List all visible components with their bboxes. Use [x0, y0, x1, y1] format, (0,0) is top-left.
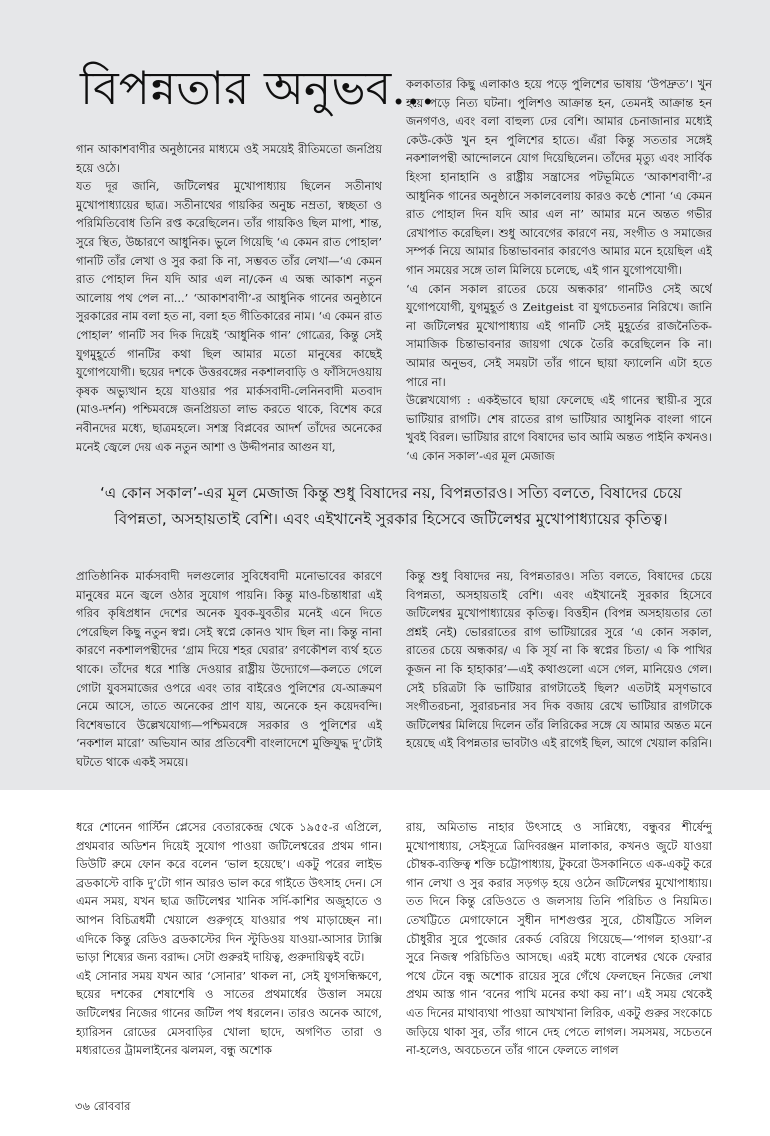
text-column-bottom-left: ধরে শোনেন গার্স্টিন প্লেসের বেতারকেন্দ্র থেকে ১৯৫৫-র এপ্রিলে, প্রথমবার অডিশন দিয়েই সুযোগ পাওয়া জটিলেশ্বরের প্রথম গান। ডিউটি রুমে ফোন করে বলেন ‘ভাল হয়েছে’। একটু পরের লাইভ ব্রডকাস্টে বাকি দু’টো গান আরও ভাল করে গাইতে উৎসাহ দেন। সে এমন সময়, যখন ছাত্র জটিলেশ্বর খানিক সর্দি-কাশির অজুহাতে ও আপন বিচিত্রধর্মী খেয়ালে গুরুগৃহে যাওয়ার পথ মাড়াচ্ছেন না। এদিকে কিন্তু রেডিও ব্রডকাস্টের দিন স্টুডিওয় যাওয়া-আসার ট্যাক্সি ভাড়া শিষ্যের জন্য বরাদ্দ। সেটা গুরুরই দায়িত্ব, গুরুদায়িত্বই বটে। এই সোনার সময় যখন আর ‘সোনার’ থাকল না, সেই যুগসন্ধিক্ষণে, ছয়ের দশকের শেষাশেষি ও সাতের প্রথমার্ধের উত্তাল সময়ে জটিলেশ্বর নিজের গানের জটিল পথ ধরলেন। তারও অনেক আগে, হ্যারিসন রোডের মেসবাড়ির খোলা ছাদে, অগণিত তারা ও মধ্যরাতের ট্রামলাইনের ঝলমল, বন্ধু অশোক: [76, 820, 382, 1058]
text-column-middle-right: কিন্তু শুধু বিষাদের নয়, বিপন্নতারও। সত্যি বলতে, বিষাদের চেয়ে বিপন্নতা, অসহায়তাই বেশি। এবং এইখানেই সুরকার হিসেবে জটিলেশ্বর মুখোপাধ্যায়ের কৃতিত্ব। বিত্তহীন (বিপন্ন অসহায়তার তো প্রশ্নই নেই) ভোররাতের রাগ ভাটিয়ারের সুরে ‘এ কোন সকাল, রাতের চেয়ে অন্ধকার/ এ কি সূর্য না কি স্বপ্নের চিতা/ এ কি পাখির কূজন না কি হাহাকার’—এই কথাগুলো এসে গেল, মানিয়েও গেল। সেই চরিত্রটা কি ভাটিয়ার রাগটাতেই ছিল? এতটাই মসৃণভাবে সংগীতরচনা, সুরারচনার সব দিক বজায় রেখে ভাটিয়ার রাগটাকে জটিলেশ্বর মিলিয়ে দিলেন তাঁর লিরিকের সঙ্গে যে আমার অন্তত মনে হয়েছে এই বিপন্নতার ভাবটাও এই রাগেই ছিল, আগে খেয়াল করিনি।: [406, 569, 712, 751]
text-column-middle-left: প্রাতিষ্ঠানিক মার্কসবাদী দলগুলোর সুবিধেবাদী মনোভাবের কারণে মানুষের মনে জ্বলে ওঠার সুযোগ পায়নি। কিন্তু মাও-চিন্তাধারা এই গরিব কৃষিপ্রধান দেশের অনেক যুবক-যুবতীর মনেই এনে দিতে পেরেছিল কিছু নতুন স্বপ্ন। সেই স্বপ্নে কোনও খাদ ছিল না। কিন্তু নানা কারণে নকশালপন্থীদের ‘গ্রাম দিয়ে শহর ঘেরার’ রণকৌশল ব্যর্থ হতে থাকে। তাঁদের ধরে শাস্তি দেওয়ার রাষ্ট্রীয় উদ্যোগে—কলতে গেলে গোটা যুবসমাজের ওপরে এবং তার বাইরেও পুলিশের যে-আক্রমণ নেমে আসে, তাতে অনেকের প্রাণ যায়, অনেকে হন কয়েদবন্দি। বিশেষভাবে উল্লেখযোগ্য—পশ্চিমবঙ্গে সরকার ও পুলিশের এই ‘নকশাল মারো’ অভিযান আর প্রতিবেশী বাংলাদেশে মুক্তিযুদ্ধ দু’টোই ঘটতে থাকে একই সময়ে।: [76, 569, 382, 769]
pull-quote: ‘এ কোন সকাল’-এর মূল মেজাজ কিন্তু শুধু বিষাদের নয়, বিপন্নতারও। সত্যি বলতে, বিষাদের চেয়ে বিপন্নতা, অসহায়তাই বেশি। এবং এইখানেই সুরকার হিসেবে জটিলেশ্বর মুখোপাধ্যায়ের কৃতিত্ব।: [99, 484, 683, 528]
text-column-top-right: কলকাতার কিছু এলাকাও হয়ে পড়ে পুলিশের ভাষায় ‘উপদ্রুত’। খুন হয়ে পড়ে নিত্য ঘটনা। পুলিশও আক্রান্ত হন, তেমনই আক্রান্ত হন জনগণও, এবং বলা বাহুল্য ঢের বেশি। আমার চেনাজানার মধ্যেই কেউ-কেউ খুন হন পুলিশের হাতে। এঁরা কিন্তু সততার সঙ্গেই নকশালপন্থী আন্দোলনে যোগ দিয়েছিলেন। তাঁদের মৃত্যু এবং সার্বিক হিংসা হানাহানি ও রাষ্ট্রীয় সন্ত্রাসের পটভূমিতে ‘আকাশবাণী’-র আধুনিক গানের অনুষ্ঠানে সকালবেলায় কারও কণ্ঠে শোনা ‘এ কেমন রাত পোহাল দিন যদি আর এল না’ আমার মনে অন্তত গভীর রেখাপাত করেছিল। শুধু আবেগের কারণে নয়, সংগীত ও সমাজের সম্পর্ক নিয়ে আমার চিন্তাভাবনার কারণেও আমার মনে হয়েছিল এই গান সময়ের সঙ্গে তাল মিলিয়ে চলেছে, এই গান যুগোপযোগী। ‘এ কোন সকাল রাতের চেয়ে অন্ধকার’ গানটিও সেই অর্থে যুগোপযোগী, যুগমুহূর্ত ও Zeitgeist বা যুগচেতনার নিরিখে। জানি না জটিলেশ্বর মুখোপাধ্যায় এই গানটি সেই মুহূর্তের রাজনৈতিক-সামাজিক চিন্তাভাবনার জায়গা থেকে তৈরি করেছিলেন কি না। আমার অনুভব, সেই সময়টা তাঁর গানে ছায়া ফ্যালেনি এটা হতে পারে না। উল্লেখযোগ্য : একইভাবে ছায়া ফেলেছে এই গানের স্থায়ী-র সুরে ভাটিয়ার রাগটি। শেষ রাতের রাগ ভাটিয়ার আধুনিক বাংলা গানে খুবই বিরল। ভাটিয়ার রাগে বিষাদের ভাব আমি অন্তত পাইনি কখনও। ‘এ কোন সকাল’-এর মূল মেজাজ: [406, 77, 712, 463]
article-title: বিপন্নতার অনুভব...: [80, 61, 436, 115]
text-column-top-left: গান আকাশবাণীর অনুষ্ঠানের মাধ্যমে ওই সময়েই রীতিমতো জনপ্রিয় হয়ে ওঠে। যত দূর জানি, জটিলেশ্বর মুখোপাধ্যায় ছিলেন সতীনাথ মুখোপাধ্যায়ের ছাত্র। সতীনাথের গায়কির অনুচ্চ নম্রতা, স্বচ্ছতা ও পরিমিতিবোধ তিনি রপ্ত করেছিলেন। তাঁর গায়কিও ছিল মাপা, শান্ত, সুরে স্থিত, উচ্চারণে আধুনিক। ভুলে গিয়েছি ‘এ কেমন রাত পোহাল’ গানটি তাঁর লেখা ও সুর করা কি না, সম্ভবত তাঁর লেখা—‘এ কেমন রাত পোহাল দিন যদি আর এল না/কেন এ অন্ধ আকাশ নতুন আলোয় পথ পেল না...’ ‘আকাশবাণী’-র আধুনিক গানের অনুষ্ঠানে সুরকারের নাম বলা হত না, বলা হত গীতিকারের নাম। ‘এ কেমন রাত পোহাল’ গানটি সব দিক দিয়েই ‘আধুনিক গান’ গোত্রের, কিন্তু সেই যুগমুহূর্তে গানটির কথা ছিল আমার মতো মানুষের কাছেই যুগোপযোগী। ছয়ের দশকে উত্তরবঙ্গের নকশালবাড়ি ও ফাঁসিদেওয়ায় কৃষক অভ্যুত্থান হয়ে যাওয়ার পর মার্কসবাদী-লেনিনবাদী মতবাদ (মাও-দর্শন) পশ্চিমবঙ্গে জনপ্রিয়তা লাভ করতে থাকে, বিশেষ করে নবীনদের মধ্যে, ছাত্রমহলে। সশস্ত্র বিপ্লবের আদর্শ তাঁদের অনেকের মনেই জ্বেলে দেয় এক নতুন আশা ও উদ্দীপনার আগুন যা,: [76, 142, 382, 454]
page-number-footer: ৩৬ রোববার: [75, 1099, 131, 1113]
text-column-bottom-right: রায়, অমিতাভ নাহার উৎসাহে ও সান্নিধ্যে, বন্ধুবর শীর্ষেন্দু মুখোপাধ্যায়, সেইসূত্রে ত্রিদিবরঞ্জন মালাকার, কখনও জুটে যাওয়া চৌম্বক-ব্যক্তিত্ব শক্তি চট্টোপাধ্যায়, টুকরো উসকানিতে এক-একটু করে গান লেখা ও সুর করার সড়গড় হয়ে ওঠেন জটিলেশ্বর মুখোপাধ্যায়। তত দিনে কিন্তু রেডিওতে ও জলসায় তিনি পরিচিত ও নিয়মিত। তেখট্টিতে মেগাফোনে সুধীন দাশগুপ্তর সুরে, চৌষট্টিতে সলিল চৌধুরীর সুরে পুজোর রেকর্ড বেরিয়ে গিয়েছে—‘পাগল হাওয়া’-র সুরে নিজস্ব পরিচিতিও আসছে। এরই মধ্যে বালেশ্বর থেকে ফেরার পথে টেনে বন্ধু অশোক রায়ের সুরে গেঁথে ফেলছেন নিজের লেখা প্রথম আস্ত গান ‘বনের পাখি মনের কথা কয় না’। এই সময় থেকেই এত দিনের মাথাব্যথা পাওয়া আখখানা লিরিক, একটু গুরুর সংকোচে জড়িয়ে থাকা সুর, তাঁর গানে দেহ পেতে লাগল। সমসময়, সচেতনে না-হলেও, অবচেতনে তাঁর গানে ফেলতে লাগল: [406, 820, 712, 1058]
